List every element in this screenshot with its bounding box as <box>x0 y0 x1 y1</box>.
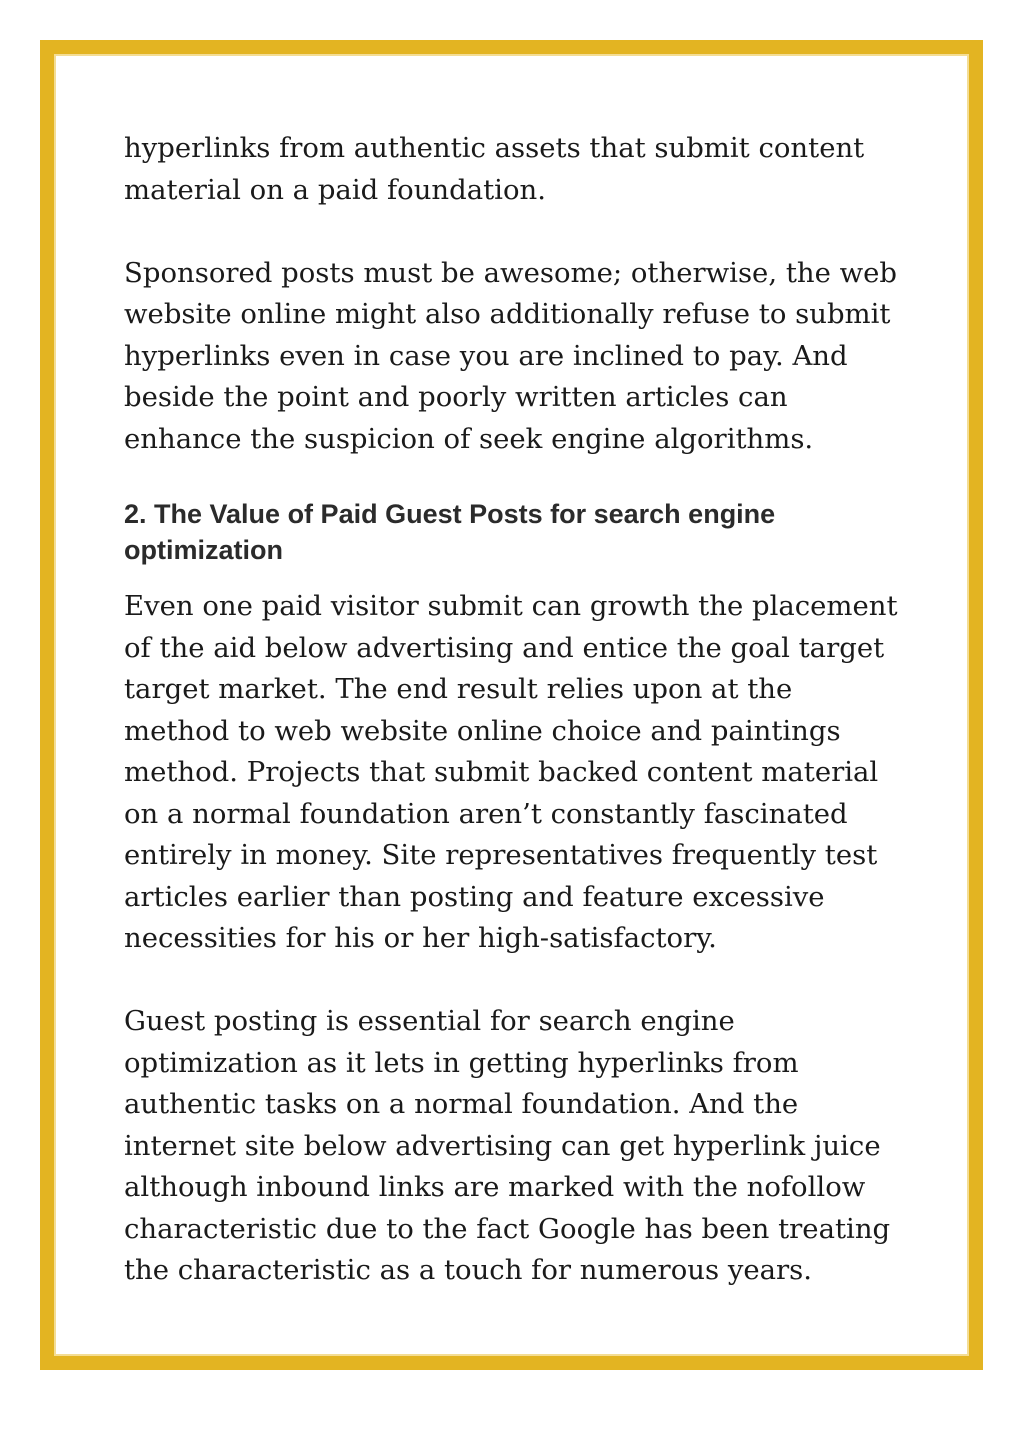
paragraph-1: hyperlinks from authentic assets that submit content material on a paid foundation. <box>124 132 865 206</box>
paragraph-4: Guest posting is essential for search engine optimization as it lets in getting hyperlinks from authentic tasks on a normal foundation. And the internet site below advertising can get hyperlink juice although inbound links are marked with the nofollow characteristic due to the fact Google has been treating the characteristic as a touch for numerous years. <box>124 1005 891 1286</box>
paragraph-3: Even one paid visitor submit can growth the placement of the aid below advertising and entice the goal target target market. The end result relies upon at the method to web website online choice and paintings method. Projects that submit backed content material on a normal foundation aren’t constantly fascinated entirely in money. Site representatives frequently test articles earlier than posting and feature excessive necessities for his or her high-satisfactory. <box>124 590 898 954</box>
section-heading: 2. The Value of Paid Guest Posts for search engine optimization <box>124 499 776 565</box>
paragraph-2: Sponsored posts must be awesome; otherwise, the web website online might also additionally refuse to submit hyperlinks even in case you are inclined to pay. And beside the point and poorly written articles can enhance the suspicion of seek engine algorithms. <box>124 256 898 455</box>
document-body <box>124 128 904 1292</box>
